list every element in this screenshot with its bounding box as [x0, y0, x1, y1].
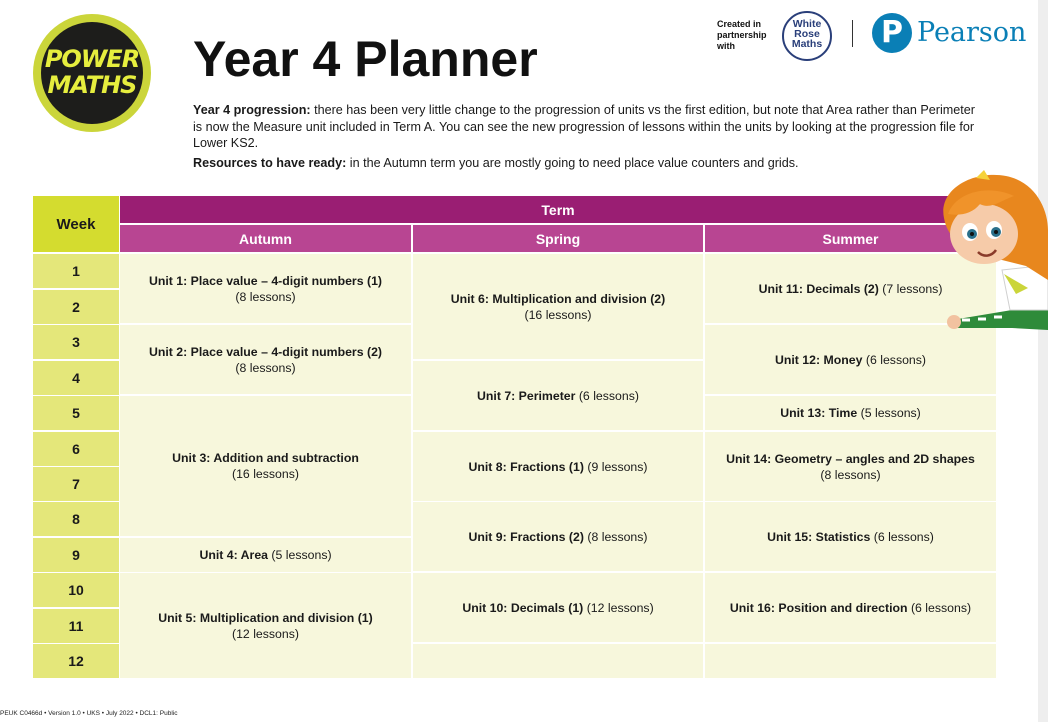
unit-cell-spring: Unit 7: Perimeter (6 lessons)	[413, 361, 703, 430]
unit-cell-summer: Unit 11: Decimals (2) (7 lessons)	[705, 254, 996, 323]
week-cell: 8	[33, 502, 119, 536]
week-cell: 10	[33, 573, 119, 607]
intro-text	[193, 102, 983, 171]
intro-resources: Resources to have ready: in the Autumn term you are mostly going to need place value counters and grids.	[193, 155, 799, 170]
unit-cell-summer: Unit 13: Time (5 lessons)	[705, 396, 996, 430]
week-cell: 11	[33, 609, 119, 643]
white-rose-maths-logo: White Rose Maths	[782, 11, 832, 61]
unit-cell-spring-empty	[413, 644, 703, 678]
logo-text-maths: MATHS	[47, 71, 137, 99]
unit-cell-summer: Unit 16: Position and direction (6 lessons)	[705, 573, 996, 642]
page-edge	[1038, 0, 1048, 722]
week-cell: 12	[33, 644, 119, 678]
unit-cell-spring: Unit 10: Decimals (1) (12 lessons)	[413, 573, 703, 642]
week-cell: 1	[33, 254, 119, 288]
week-cell: 6	[33, 432, 119, 466]
season-header-spring: Spring	[413, 225, 703, 252]
week-cell: 9	[33, 538, 119, 572]
unit-cell-summer: Unit 15: Statistics (6 lessons)	[705, 502, 996, 571]
page-title: Year 4 Planner	[193, 31, 538, 87]
unit-cell-autumn: Unit 1: Place value – 4-digit numbers (1) (8 lessons)	[120, 254, 411, 323]
footer-reference: PEUK C0466d • Version 1.0 • UKS • July 2022 • DCL1: Public	[0, 710, 178, 717]
pearson-logo-icon: P	[872, 13, 912, 53]
unit-cell-autumn: Unit 5: Multiplication and division (1) (12 lessons)	[120, 573, 411, 678]
season-header-summer: Summer	[705, 225, 996, 252]
intro-progression: Year 4 progression: there has been very little change to the progression of units vs the first edition, but note that Area rather than Perimeter is now the Measure unit included in Term A. You can see the new progression of lessons within the units by looking at the progression file for Lower KS2.	[193, 103, 975, 150]
logo-divider	[852, 20, 853, 47]
week-cell: 4	[33, 361, 119, 395]
week-cell: 2	[33, 290, 119, 324]
unit-cell-spring: Unit 9: Fractions (2) (8 lessons)	[413, 502, 703, 571]
week-cell: 7	[33, 467, 119, 501]
season-header-autumn: Autumn	[120, 225, 411, 252]
pearson-wordmark: Pearson	[917, 17, 1027, 48]
unit-cell-summer-empty	[705, 644, 996, 678]
unit-cell-autumn: Unit 2: Place value – 4-digit numbers (2) (8 lessons)	[120, 325, 411, 394]
unit-cell-spring: Unit 8: Fractions (1) (9 lessons)	[413, 432, 703, 501]
week-header: Week	[33, 196, 119, 252]
power-maths-logo	[33, 14, 151, 132]
term-header: Term	[120, 196, 996, 223]
character-illustration	[932, 170, 1048, 338]
week-cell: 3	[33, 325, 119, 359]
created-in-partnership: Created in partnership with	[717, 19, 767, 51]
logo-text-power: POWER	[44, 45, 140, 73]
unit-cell-summer: Unit 14: Geometry – angles and 2D shapes (8 lessons)	[705, 432, 996, 501]
unit-cell-summer: Unit 12: Money (6 lessons)	[705, 325, 996, 394]
week-cell: 5	[33, 396, 119, 430]
unit-cell-autumn: Unit 4: Area (5 lessons)	[120, 538, 411, 572]
unit-cell-spring: Unit 6: Multiplication and division (2) (16 lessons)	[413, 254, 703, 359]
unit-cell-autumn: Unit 3: Addition and subtraction (16 lessons)	[120, 396, 411, 536]
